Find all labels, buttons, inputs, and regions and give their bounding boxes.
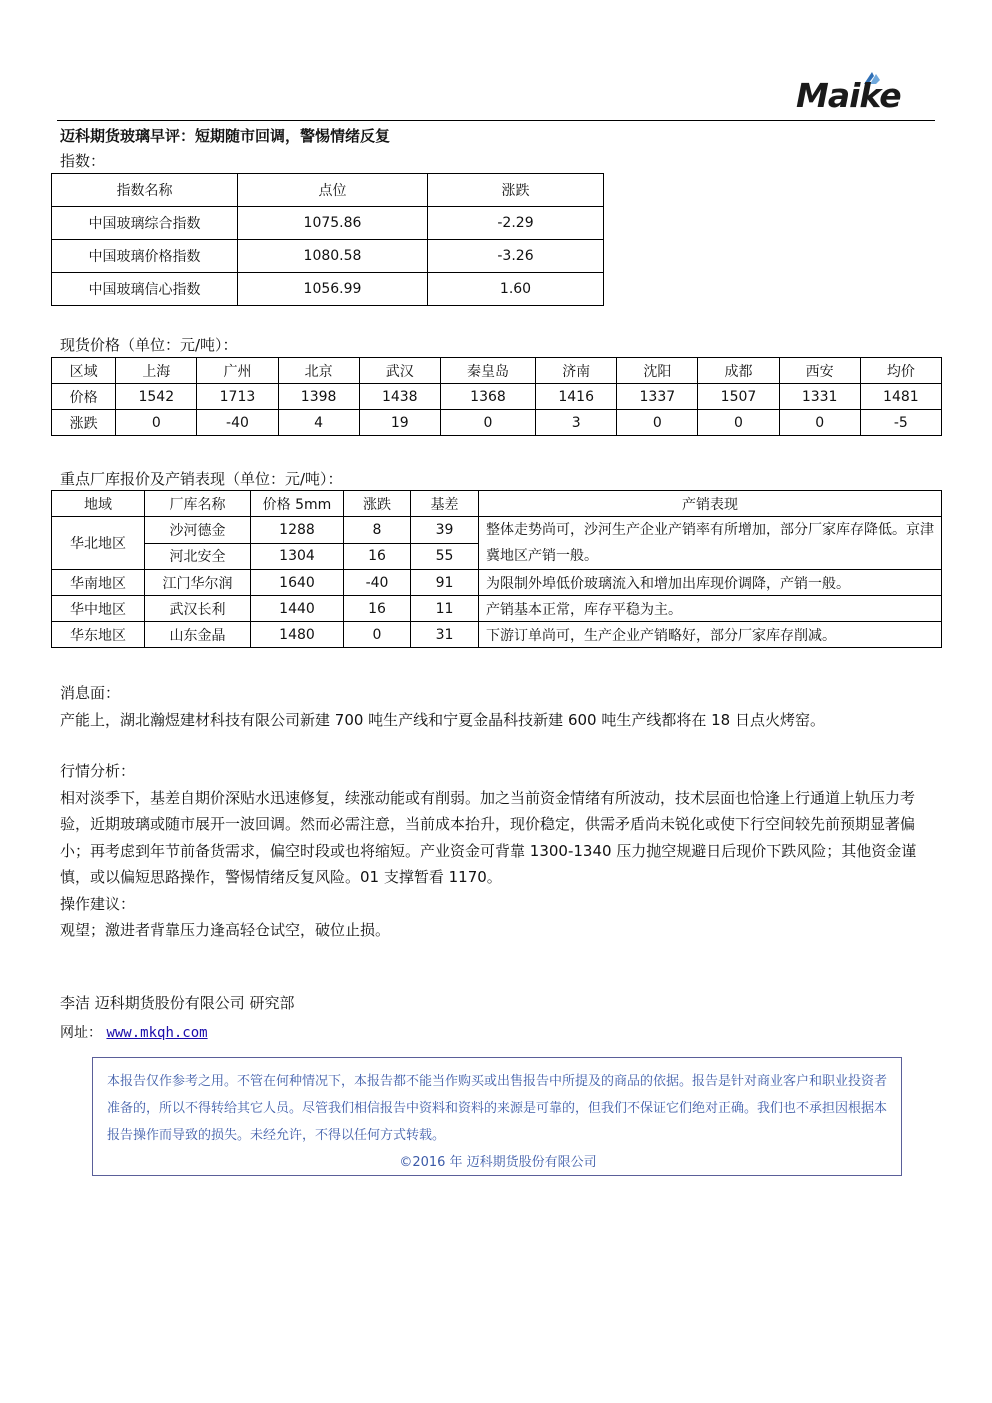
table-cell: 19 bbox=[359, 410, 440, 436]
disclaimer-text: 本报告仅作参考之用。不管在何种情况下，本报告都不能当作购买或出售报告中所提及的商品的依据。报告是针对商业客户和职业投资者准备的，所以不得转给其它人员。尽管我们相信报告中资料和资料的来源是可靠的，但我们不保证它们绝对正确。我们也不承担因根据本报告操作而导致的损失。未经允许，不得以任何方式转载。 bbox=[107, 1074, 888, 1143]
header-cell: 点位 bbox=[238, 174, 428, 207]
table-cell: 1075.86 bbox=[238, 207, 428, 240]
website-line bbox=[60, 1020, 940, 1047]
table-cell: 河北安全 bbox=[145, 543, 251, 570]
table-cell: 1440 bbox=[251, 596, 344, 622]
header-cell: 广州 bbox=[197, 358, 278, 384]
table-cell: 0 bbox=[116, 410, 197, 436]
header-cell: 秦皇岛 bbox=[440, 358, 535, 384]
table-cell: 1398 bbox=[278, 384, 359, 410]
table-cell: -40 bbox=[344, 570, 411, 596]
table-cell: 1480 bbox=[251, 622, 344, 648]
table-cell: 1507 bbox=[698, 384, 779, 410]
table-cell: 1288 bbox=[251, 517, 344, 544]
table-cell: 1080.58 bbox=[238, 240, 428, 273]
table-cell: 39 bbox=[411, 517, 479, 544]
table-cell: 31 bbox=[411, 622, 479, 648]
table-row bbox=[52, 240, 604, 273]
table-cell: 武汉长利 bbox=[145, 596, 251, 622]
table-cell: 1416 bbox=[536, 384, 617, 410]
table-cell: 16 bbox=[344, 543, 411, 570]
table-cell: 0 bbox=[779, 410, 860, 436]
news-text: 产能上，湖北瀚煜建材科技有限公司新建 700 吨生产线和宁夏金晶科技新建 600 吨生产线都将在 18 日点火烤窑。 bbox=[60, 710, 825, 729]
table-cell: 0 bbox=[617, 410, 698, 436]
advice-text: 观望；激进者背靠压力逢高轻仓试空，破位止损。 bbox=[60, 921, 391, 939]
table-row bbox=[52, 384, 942, 410]
table-cell: 0 bbox=[440, 410, 535, 436]
region-cell: 华东地区 bbox=[52, 622, 145, 648]
table-cell: -5 bbox=[860, 410, 941, 436]
table-cell: 江门华尔润 bbox=[145, 570, 251, 596]
sales-desc-cell: 产销基本正常，库存平稳为主。 bbox=[479, 596, 942, 622]
page-title: 迈科期货玻璃早评：短期随市回调，警惕情绪反复 bbox=[60, 127, 391, 145]
factory-label: 重点厂库报价及产销表现（单位：元/吨）： bbox=[60, 470, 343, 488]
table-cell: 1542 bbox=[116, 384, 197, 410]
header-cell: 沈阳 bbox=[617, 358, 698, 384]
header-cell: 成都 bbox=[698, 358, 779, 384]
table-cell: 0 bbox=[698, 410, 779, 436]
region-cell: 华南地区 bbox=[52, 570, 145, 596]
analysis-label: 行情分析： bbox=[60, 762, 136, 780]
author-line: 李洁 迈科期货股份有限公司 研究部 bbox=[60, 994, 295, 1012]
region-cell: 华北地区 bbox=[52, 517, 145, 570]
disclaimer-box bbox=[92, 1057, 902, 1176]
table-cell: 1368 bbox=[440, 384, 535, 410]
copyright-text: ©2016 年 迈科期货股份有限公司 bbox=[399, 1155, 597, 1170]
logo-text: Maike bbox=[796, 76, 901, 115]
header-cell: 地域 bbox=[52, 491, 145, 517]
maike-logo bbox=[790, 70, 935, 120]
analysis-section bbox=[60, 758, 940, 944]
index-table bbox=[51, 173, 604, 306]
row-label-cell: 价格 bbox=[52, 384, 116, 410]
advice-label: 操作建议： bbox=[60, 894, 136, 913]
table-cell: 沙河德金 bbox=[145, 517, 251, 544]
table-row bbox=[52, 596, 942, 622]
table-cell: 中国玻璃价格指数 bbox=[52, 240, 238, 273]
table-cell: 55 bbox=[411, 543, 479, 570]
index-label: 指数： bbox=[60, 152, 106, 170]
header-cell: 武汉 bbox=[359, 358, 440, 384]
table-cell: 1640 bbox=[251, 570, 344, 596]
table-header-row bbox=[52, 358, 942, 384]
header-cell: 产销表现 bbox=[479, 491, 942, 517]
table-row bbox=[52, 622, 942, 648]
spot-label: 现货价格（单位：元/吨）： bbox=[60, 336, 238, 354]
factory-table bbox=[51, 490, 942, 648]
header-divider bbox=[57, 120, 935, 121]
table-row bbox=[52, 207, 604, 240]
header-cell: 西安 bbox=[779, 358, 860, 384]
table-row bbox=[52, 273, 604, 306]
table-cell: -3.26 bbox=[428, 240, 604, 273]
website-link[interactable]: www.mkqh.com bbox=[106, 1025, 208, 1041]
table-cell: 0 bbox=[344, 622, 411, 648]
table-cell: 中国玻璃综合指数 bbox=[52, 207, 238, 240]
table-cell: 1713 bbox=[197, 384, 278, 410]
table-cell: -2.29 bbox=[428, 207, 604, 240]
table-cell: 1.60 bbox=[428, 273, 604, 306]
table-row bbox=[52, 570, 942, 596]
table-cell: 1337 bbox=[617, 384, 698, 410]
table-cell: -40 bbox=[197, 410, 278, 436]
sales-desc-cell: 为限制外埠低价玻璃流入和增加出库现价调降，产销一般。 bbox=[479, 570, 942, 596]
header-cell: 涨跌 bbox=[344, 491, 411, 517]
row-label-cell: 区域 bbox=[52, 358, 116, 384]
news-section bbox=[60, 680, 940, 733]
table-cell: 91 bbox=[411, 570, 479, 596]
sales-desc-cell: 整体走势尚可，沙河生产企业产销率有所增加，部分厂家库存降低。京津冀地区产销一般。 bbox=[479, 517, 942, 570]
table-cell: 4 bbox=[278, 410, 359, 436]
table-row bbox=[52, 517, 942, 544]
table-cell: 11 bbox=[411, 596, 479, 622]
table-cell: 16 bbox=[344, 596, 411, 622]
website-label: 网址： bbox=[60, 1025, 102, 1041]
header-cell: 指数名称 bbox=[52, 174, 238, 207]
header-cell: 上海 bbox=[116, 358, 197, 384]
table-cell: 1481 bbox=[860, 384, 941, 410]
header-cell: 济南 bbox=[536, 358, 617, 384]
table-cell: 1438 bbox=[359, 384, 440, 410]
table-row bbox=[52, 410, 942, 436]
table-header-row bbox=[52, 491, 942, 517]
analysis-text: 相对淡季下，基差自期价深贴水迅速修复，续涨动能或有削弱。加之当前资金情绪有所波动，技术层面也恰逢上行通道上轨压力考验，近期玻璃或随市展开一波回调。然而必需注意，当前成本抬升，现价稳定，供需矛盾尚未锐化或使下行空间较先前预期显著偏小；再考虑到年节前备货需求，偏空时段或也将缩短。产业资金可背靠 1300-1340 压力抛空规避日后现价下跌风险；其他资金谨慎，或以偏短思路操作，警惕情绪反复风险。01 支撑暂看 1170。 bbox=[60, 788, 917, 886]
header-cell: 价格 5mm bbox=[251, 491, 344, 517]
table-cell: 3 bbox=[536, 410, 617, 436]
region-cell: 华中地区 bbox=[52, 596, 145, 622]
spot-price-table bbox=[51, 357, 942, 436]
table-cell: 山东金晶 bbox=[145, 622, 251, 648]
news-label: 消息面： bbox=[60, 684, 121, 702]
header-cell: 北京 bbox=[278, 358, 359, 384]
header-cell: 基差 bbox=[411, 491, 479, 517]
table-cell: 1304 bbox=[251, 543, 344, 570]
table-cell: 中国玻璃信心指数 bbox=[52, 273, 238, 306]
sales-desc-cell: 下游订单尚可，生产企业产销略好，部分厂家库存削减。 bbox=[479, 622, 942, 648]
table-cell: 1331 bbox=[779, 384, 860, 410]
header-cell: 均价 bbox=[860, 358, 941, 384]
header-cell: 涨跌 bbox=[428, 174, 604, 207]
header-cell: 厂库名称 bbox=[145, 491, 251, 517]
table-cell: 1056.99 bbox=[238, 273, 428, 306]
row-label-cell: 涨跌 bbox=[52, 410, 116, 436]
table-cell: 8 bbox=[344, 517, 411, 544]
table-header-row bbox=[52, 174, 604, 207]
